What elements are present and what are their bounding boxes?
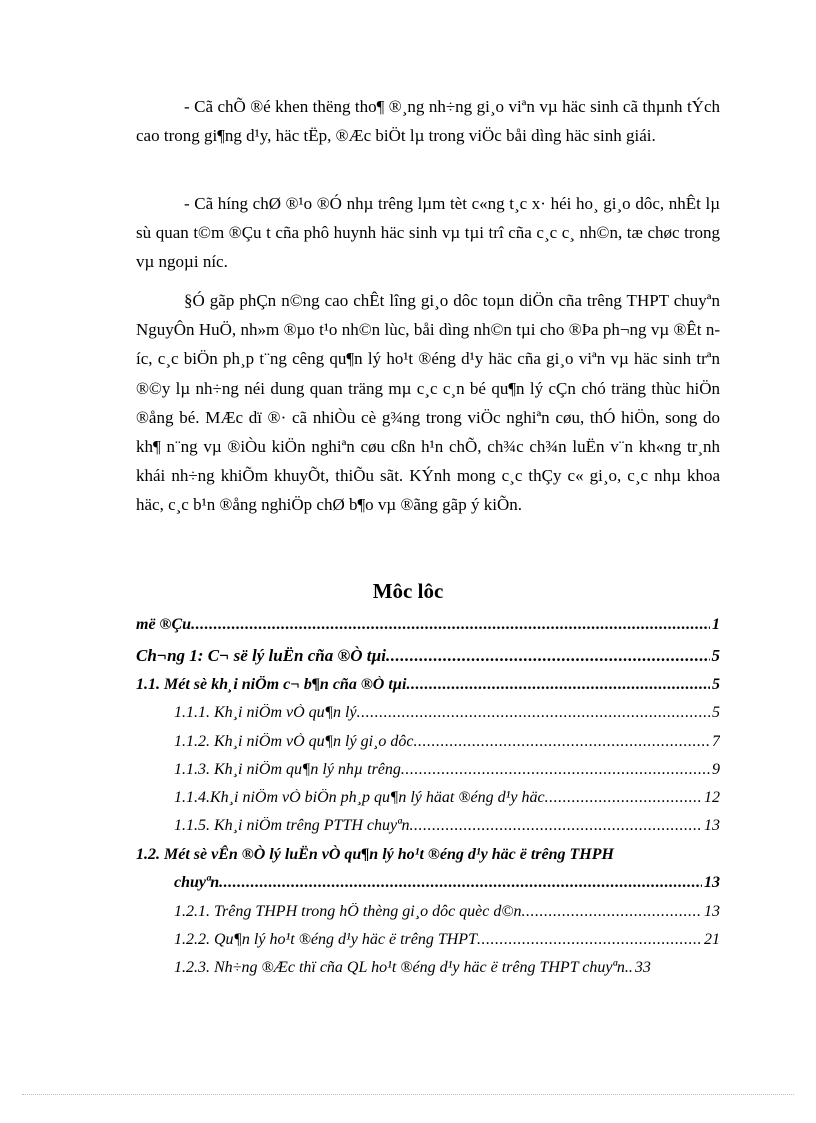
toc-entry bbox=[174, 733, 720, 751]
toc-entry-page: 1 bbox=[712, 616, 720, 633]
toc-entry-text: 1.2.1. Trêng THPH trong hÖ thèng gi¸o dôc quèc d©n bbox=[174, 903, 522, 920]
toc-entry bbox=[174, 959, 720, 977]
toc-entry-page: 5 bbox=[711, 646, 720, 665]
toc-entry-heading: 1.2. Mét sè vÊn ®Ò lý luËn vÒ qu¶n lý ho¹t ®éng d¹y häc ë trêng THPH bbox=[136, 846, 614, 863]
toc-entry bbox=[174, 789, 720, 807]
toc-entry bbox=[174, 817, 720, 835]
toc-leader bbox=[406, 676, 710, 694]
toc-leader bbox=[545, 789, 702, 807]
toc-entry-page: 9 bbox=[712, 761, 720, 778]
toc-title: Môc lôc bbox=[372, 579, 444, 603]
toc-leader bbox=[413, 733, 710, 751]
toc-entry-text: 1.2.3. Nh÷ng ®Æc thï cña QL ho¹t ®éng d¹y häc ë trêng THPT chuyªn.. bbox=[174, 959, 633, 976]
toc-entry-page: 5 bbox=[712, 676, 720, 693]
toc-entry-page: 13 bbox=[704, 817, 720, 834]
toc-entry-page: 7 bbox=[712, 733, 720, 750]
toc-leader bbox=[401, 761, 710, 779]
toc-entry-text: chuyªn bbox=[174, 874, 220, 891]
toc-entry bbox=[174, 761, 720, 779]
toc-leader bbox=[357, 704, 710, 722]
toc-entry-text: 1.1.4.Kh¸i niÖm vÒ biÖn ph¸p qu¶n lý häat ®éng d¹y häc bbox=[174, 789, 545, 806]
toc-entry-page: 21 bbox=[704, 931, 720, 948]
toc-entry-text: Ch¬ng 1: C¬ së lý luËn cña ®Ò tµi bbox=[136, 646, 386, 665]
toc-leader bbox=[522, 903, 702, 921]
paragraph-socialization: - Cã híng chØ ®¹o ®Ó nhµ trêng lµm tèt c«ng t¸c x· héi ho¸ gi¸o dôc, nhÊt lµ sù quan t©m ®Çu t cña phô huynh häc sinh vµ tµi trî cña c¸c c¸ nh©n, tæ chøc trong vµ ngoµi níc. bbox=[136, 194, 720, 272]
toc-entry bbox=[136, 646, 720, 666]
toc-entry-text: 1.1. Mét sè kh¸i niÖm c¬ b¶n cña ®Ò tµi bbox=[136, 676, 407, 693]
toc-entry-text: më ®Çu bbox=[136, 616, 192, 633]
page-bottom-rule bbox=[22, 1094, 794, 1095]
toc-entry-text: 1.1.1. Kh¸i niÖm vÒ qu¶n lý bbox=[174, 704, 357, 721]
toc-entry bbox=[136, 676, 720, 694]
toc-leader bbox=[477, 931, 702, 949]
toc-leader bbox=[386, 646, 710, 666]
toc-entry bbox=[136, 616, 720, 634]
toc-entry-page: 13 bbox=[704, 874, 720, 891]
toc-entry-text: 1.1.2. Kh¸i niÖm vÒ qu¶n lý gi¸o dôc bbox=[174, 733, 414, 750]
toc-leader bbox=[410, 817, 702, 835]
toc-entry-page: 13 bbox=[704, 903, 720, 920]
paragraph-conclusion: §Ó gãp phÇn n©ng cao chÊt lîng gi¸o dôc toµn diÖn cña trêng THPT chuyªn NguyÔn HuÖ, nh»m ®µo t¹o nh©n lùc, båi dìng nh©n tµi cho ®Þa ph¬ng vµ ®Êt níc, c¸c biÖn ph¸p t¨ng cêng qu¶n lý ho¹t ®éng d¹y häc cña gi¸o viªn vµ häc sinh trªn ®©y lµ nh÷ng néi dung quan träng mµ c¸c c¸n bé qu¶n lý cÇn chó träng thùc hiÖn ®ång bé. MÆc dï ®· cã nhiÒu cè g¾ng trong viÖc nghiªn cøu, thÓ hiÖn, song do kh¶ n¨ng vµ ®iÒu kiÖn nghiªn cøu cßn h¹n chÕ, ch¾c ch¾n luËn v¨n kh«ng tr¸nh khái nh÷ng khiÕm khuyÕt, thiÕu sãt. KÝnh mong c¸c thÇy c« gi¸o, c¸c nhµ khoa häc, c¸c b¹n ®ång nghiÖp chØ b¶o vµ ®ãng gãp ý kiÕn. bbox=[136, 291, 720, 515]
toc-entry bbox=[174, 874, 720, 892]
toc-entry-page: 12 bbox=[704, 789, 720, 806]
toc-leader bbox=[191, 616, 710, 634]
toc-entry-page: 5 bbox=[712, 704, 720, 721]
toc-entry-page: 33 bbox=[634, 959, 651, 976]
toc-entry-text: 1.1.5. Kh¸i niÖm trêng PTTH chuyªn bbox=[174, 817, 410, 834]
toc-entry-text: 1.2.2. Qu¶n lý ho¹t ®éng d¹y häc ë trêng THPT bbox=[174, 931, 477, 948]
toc-leader bbox=[219, 874, 702, 892]
paragraph-commendation: - Cã chÕ ®é khen thëng tho¶ ®¸ng nh÷ng gi¸o viªn vµ häc sinh cã thµnh tÝch cao trong gi¶ng d¹y, häc tËp, ®Æc biÖt lµ trong viÖc båi dìng häc sinh giái. bbox=[136, 97, 720, 146]
toc-entry-text: 1.1.3. Kh¸i niÖm qu¶n lý nhµ trêng bbox=[174, 761, 401, 778]
toc-entry bbox=[174, 704, 720, 722]
toc-entry bbox=[174, 903, 720, 921]
toc-entry bbox=[174, 931, 720, 949]
